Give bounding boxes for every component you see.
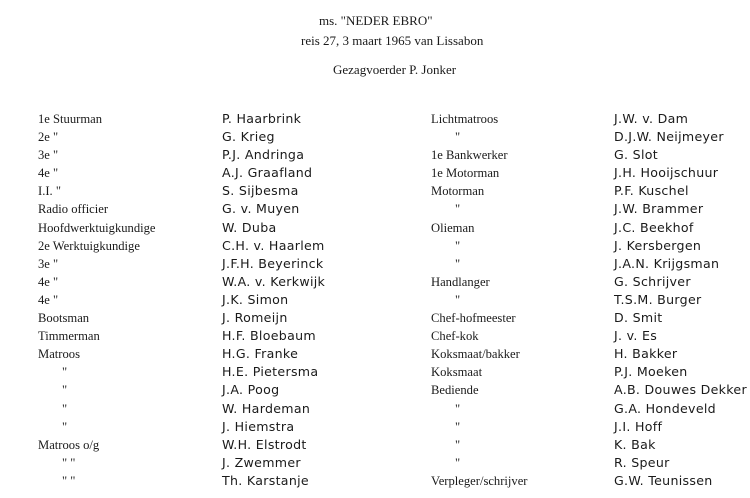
name-cell: J. Romeijn bbox=[222, 310, 288, 326]
name-cell: A.J. Graafland bbox=[222, 165, 313, 181]
name-cell: H.G. Franke bbox=[222, 346, 299, 362]
rank-cell: 3e " bbox=[38, 148, 59, 163]
ship-name: ms. "NEDER EBRO" bbox=[319, 13, 433, 28]
name-cell: H.F. Bloebaum bbox=[222, 328, 316, 344]
name-cell: H. Bakker bbox=[614, 346, 678, 362]
name-cell: P.J. Moeken bbox=[614, 364, 688, 380]
rank-cell: Olieman bbox=[431, 220, 475, 235]
rank-cell: " " bbox=[62, 473, 76, 488]
name-cell: D. Smit bbox=[614, 310, 663, 326]
names-left-column bbox=[222, 110, 325, 490]
name-cell: W. Duba bbox=[222, 219, 277, 235]
name-cell: J.W. v. Dam bbox=[614, 111, 689, 126]
name-cell: J.A.N. Krijgsman bbox=[614, 255, 720, 271]
rank-cell: " bbox=[455, 238, 461, 253]
rank-cell: " bbox=[455, 292, 461, 307]
name-cell: J.H. Hooijschuur bbox=[614, 165, 719, 181]
rank-cell: " bbox=[455, 202, 461, 217]
name-cell: J.W. Brammer bbox=[614, 201, 704, 217]
rank-cell: Timmerman bbox=[38, 329, 100, 344]
name-cell: A.B. Douwes Dekker bbox=[614, 382, 747, 398]
rank-cell: Radio officier bbox=[38, 202, 109, 217]
rank-cell: 1e Stuurman bbox=[38, 112, 103, 126]
rank-cell: 3e " bbox=[38, 256, 59, 271]
rank-cell: " bbox=[455, 130, 461, 145]
name-cell: J.A. Poog bbox=[222, 382, 280, 398]
rank-cell: 1e Bankwerker bbox=[431, 148, 508, 163]
rank-cell: Chef-hofmeester bbox=[431, 311, 516, 326]
rank-cell: 4e " bbox=[38, 292, 59, 307]
name-cell: J. Hiemstra bbox=[222, 418, 295, 434]
rank-cell: " bbox=[62, 365, 68, 380]
name-cell: J. v. Es bbox=[614, 328, 658, 344]
rank-cell: Chef-kok bbox=[431, 329, 479, 344]
rank-cell: " bbox=[62, 419, 68, 434]
rank-cell: Koksmaat bbox=[431, 365, 483, 380]
rank-cell: " bbox=[455, 419, 461, 434]
name-cell: G.A. Hondeveld bbox=[614, 400, 716, 416]
name-cell: S. Sijbesma bbox=[222, 183, 299, 199]
rank-cell: Motorman bbox=[431, 184, 485, 199]
rank-cell: " bbox=[455, 401, 461, 416]
rank-cell: Matroos bbox=[38, 347, 80, 362]
name-cell: D.J.W. Neijmeyer bbox=[614, 129, 724, 145]
name-cell: P. Haarbrink bbox=[222, 111, 302, 126]
name-cell: W.A. v. Kerkwijk bbox=[222, 273, 326, 289]
ranks-right-column bbox=[431, 110, 528, 490]
rank-cell: Koksmaat/bakker bbox=[431, 347, 520, 362]
name-cell: J.I. Hoff bbox=[614, 418, 663, 434]
rank-cell: Handlanger bbox=[431, 274, 490, 289]
name-cell: J. Zwemmer bbox=[222, 454, 301, 470]
voyage-line: reis 27, 3 maart 1965 van Lissabon bbox=[301, 33, 484, 48]
name-cell: R. Speur bbox=[614, 454, 670, 470]
rank-cell: 2e Werktuigkundige bbox=[38, 238, 140, 253]
rank-cell: 2e " bbox=[38, 130, 59, 145]
name-cell: Th. Karstanje bbox=[222, 472, 309, 488]
rank-cell: " bbox=[62, 401, 68, 416]
name-cell: G. Krieg bbox=[222, 129, 275, 145]
name-cell: G. v. Muyen bbox=[222, 201, 300, 217]
name-cell: G. Schrijver bbox=[614, 273, 691, 289]
name-cell: J.K. Simon bbox=[222, 291, 289, 307]
name-cell: C.H. v. Haarlem bbox=[222, 237, 325, 253]
name-cell: P.J. Andringa bbox=[222, 147, 305, 163]
captain-line: Gezagvoerder P. Jonker bbox=[333, 62, 457, 77]
rank-cell: Verpleger/schrijver bbox=[431, 473, 528, 488]
rank-cell: " bbox=[455, 437, 461, 452]
rank-cell: Bootsman bbox=[38, 311, 90, 326]
rank-cell: Bediende bbox=[431, 383, 479, 398]
name-cell: H.E. Pietersma bbox=[222, 364, 319, 380]
rank-cell: 4e " bbox=[38, 274, 59, 289]
rank-cell: " bbox=[455, 455, 461, 470]
rank-cell: Matroos o/g bbox=[38, 437, 100, 452]
rank-cell: I.I. " bbox=[38, 184, 61, 199]
name-cell: K. Bak bbox=[614, 436, 656, 452]
rank-cell: 4e " bbox=[38, 166, 59, 181]
ranks-left-column bbox=[38, 110, 156, 490]
name-cell: G.W. Teunissen bbox=[614, 472, 713, 488]
name-cell: W.H. Elstrodt bbox=[222, 436, 307, 452]
rank-cell: " " bbox=[62, 455, 76, 470]
rank-cell: " bbox=[62, 383, 68, 398]
rank-cell: Lichtmatroos bbox=[431, 112, 499, 126]
name-cell: P.F. Kuschel bbox=[614, 183, 689, 199]
names-right-column bbox=[614, 110, 747, 490]
name-cell: J.C. Beekhof bbox=[614, 219, 694, 235]
name-cell: T.S.M. Burger bbox=[614, 291, 702, 307]
rank-cell: Hoofdwerktuigkundige bbox=[38, 220, 156, 235]
name-cell: G. Slot bbox=[614, 147, 659, 163]
name-cell: W. Hardeman bbox=[222, 400, 311, 416]
name-cell: J.F.H. Beyerinck bbox=[222, 255, 324, 271]
rank-cell: 1e Motorman bbox=[431, 166, 500, 181]
name-cell: J. Kersbergen bbox=[614, 237, 702, 253]
rank-cell: " bbox=[455, 256, 461, 271]
